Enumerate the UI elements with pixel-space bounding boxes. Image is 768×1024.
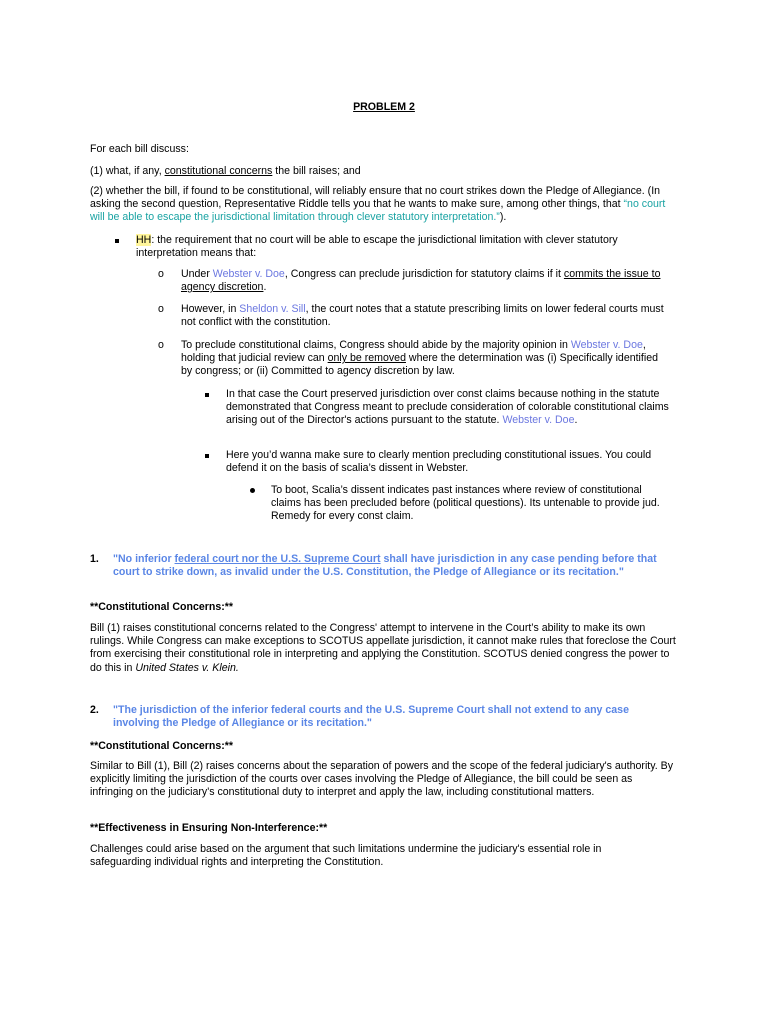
hh-highlight: HH [136, 234, 152, 246]
sub-item-webster [181, 268, 669, 294]
text: In that case the Court preserved jurisdiction over const claims because nothing in the statute demonstrated that Congress meant to preclude consideration of colorable constitutional claims arising out of the Director's actions pursuant to the statute. [226, 388, 669, 427]
intro-text: For each bill discuss: [90, 143, 189, 155]
deep-item-court-preserved [226, 388, 671, 428]
case-citation: Webster v. Doe [502, 414, 575, 427]
deep-item-scalia [226, 449, 656, 475]
round-bullet-icon [250, 488, 255, 493]
riddle-quote: “no court will be able to escape the jurisdictional limitation through clever statutory interpretation.” [90, 198, 666, 224]
bill-2-quote: "The jurisdiction of the inferior federal courts and the U.S. Supreme Court shall not extend to any case involving the Pledge of Allegiance or its recitation." [113, 704, 629, 730]
page-title: PROBLEM 2 [353, 101, 415, 113]
square-bullet-icon [205, 454, 209, 458]
hh-text: : the requirement that no court will be able to escape the jurisdictional limitation with clever statutory interpretation means that: [136, 234, 618, 260]
case-citation: Sheldon v. Sill [239, 303, 306, 315]
square-bullet-icon [115, 239, 119, 243]
case-citation: Webster v. Doe [212, 268, 285, 280]
deeper-item-to-boot [271, 484, 671, 524]
text: To boot, Scalia’s dissent indicates past instances where review of constitutional claims has been precluded before (political questions). Its untenable to provide jud. Remedy for every const claim. [271, 484, 660, 523]
bill-2-body-effectiveness: Challenges could arise based on the argument that such limitations undermine the judiciary's essential role in safeguarding individual rights and interpreting the Constitution. [90, 843, 602, 869]
underlined-term: only be removed [327, 352, 406, 365]
case-citation: United States v. Klein. [135, 661, 239, 674]
circle-bullet-icon: o [158, 303, 164, 315]
bill-2-heading-effectiveness: **Effectiveness in Ensuring Non-Interference:** [90, 822, 328, 834]
underlined-term: federal court nor the U.S. Supreme Court [174, 553, 381, 565]
intro-text: (2) whether the bill, if found to be constitutional, will reliably ensure that no court strikes down the Pledge of Allegiance. (In asking the second question, Representative Riddle tells you that he wants to make sure, among other things, that [90, 185, 661, 211]
intro-line-1 [90, 143, 678, 156]
square-bullet-icon [205, 393, 209, 397]
hh-note [136, 234, 656, 260]
intro-line-2 [90, 165, 678, 178]
underlined-term: constitutional concerns [164, 165, 273, 177]
text: Bill (1) raises constitutional concerns related to the Congress' attempt to intervene in the Court’s ability to make its own rulings. While Congress can make exceptions to SCOTUS appellate jurisdiction, it cannot make rules that foreclose the Court from exercising their constitutional role in interpreting and applying the Constitution. SCOTUS denied congress the power to do this in [90, 622, 676, 674]
bill-1-heading: **Constitutional Concerns:** [90, 601, 234, 613]
bill-1-number: 1. [90, 553, 99, 565]
text: , Congress can preclude jurisdiction for statutory claims if it [284, 268, 564, 280]
sub-item-preclude [181, 339, 671, 379]
bill-2-heading-concerns: **Constitutional Concerns:** [90, 740, 234, 752]
text: Here you’d wanna make sure to clearly mention precluding constitutional issues. You could defend it on the basis of scalia’s dissent in Webster. [226, 449, 652, 475]
intro-text: (1) what, if any, [90, 165, 165, 177]
text: , holding that judicial review can [181, 339, 646, 365]
intro-line-3 [90, 185, 680, 225]
bill-1-body [90, 622, 678, 675]
text: shall have jurisdiction in any case pending before that court to strike down, as invalid under the U.S. Constitution, the Pledge of Allegiance or its recitation." [113, 553, 657, 579]
text: To preclude constitutional claims, Congress should abide by the majority opinion in [181, 339, 571, 351]
sub-item-sheldon [181, 303, 671, 329]
circle-bullet-icon: o [158, 339, 164, 351]
circle-bullet-icon: o [158, 268, 164, 280]
text: However, in [181, 303, 240, 315]
text: , the court notes that a statute prescribing limits on lower federal courts must not conflict with the constitution. [181, 303, 664, 329]
case-citation: Webster v. Doe [570, 339, 643, 351]
text: "No inferior [113, 553, 175, 565]
text: . [263, 281, 267, 294]
text: Under [181, 268, 213, 280]
bill-2-number: 2. [90, 704, 99, 716]
text: . [574, 414, 578, 427]
intro-text: ). [499, 211, 507, 224]
bill-2-body-concerns: Similar to Bill (1), Bill (2) raises concerns about the separation of powers and the scope of the federal judiciary's authority. By explicitly limiting the jurisdiction of the courts over cases involving the Pledge of Allegiance, the bill could be seen as infringing on the judiciary's constitutional duty to interpret and apply the law, including constitutional matters. [90, 760, 673, 799]
bill-1-quote [113, 553, 673, 579]
underlined-term: commits the issue to agency discretion [181, 268, 661, 294]
intro-text: the bill raises; and [272, 165, 361, 177]
text: where the determination was (i) Specifically identified by congress; or (ii) Committed to agency discretion by law. [181, 352, 658, 378]
